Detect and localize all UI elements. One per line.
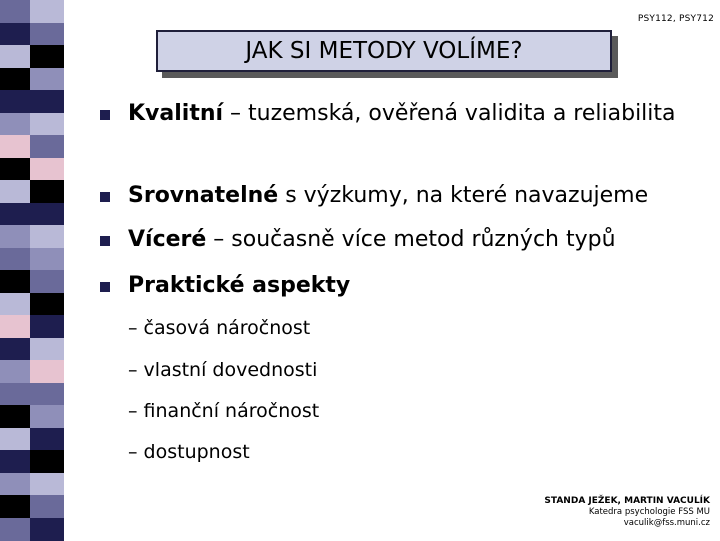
stripe-block (30, 383, 64, 406)
footer-email: vaculik@fss.muni.cz (623, 518, 710, 528)
bullet-text (128, 180, 698, 212)
stripe-block (0, 315, 30, 338)
stripe-block (0, 360, 30, 383)
stripe-block (30, 90, 64, 113)
course-code: PSY112, PSY712 (637, 14, 714, 24)
stripe-block (0, 270, 30, 293)
stripe-block (30, 203, 64, 226)
stripe-block (0, 135, 30, 158)
bullet-text (128, 224, 698, 256)
square-bullet-icon (100, 192, 110, 202)
stripe-block (0, 495, 30, 518)
stripe-block (0, 338, 30, 361)
square-bullet-icon (100, 282, 110, 292)
stripe-block (30, 158, 64, 181)
slide-title: JAK SI METODY VOLÍME? (245, 38, 523, 64)
stripe-block (30, 45, 64, 68)
bullet-rest: – současně více metod různých typů (206, 227, 616, 252)
stripe-block (0, 0, 30, 23)
stripe-block (30, 338, 64, 361)
stripe-block (30, 450, 64, 473)
stripe-block (30, 113, 64, 136)
footer-authors: STANDA JEŽEK, MARTIN VACULÍK (544, 496, 710, 506)
stripe-block (0, 45, 30, 68)
stripe-block (0, 225, 30, 248)
stripe-block (30, 428, 64, 451)
title-box (156, 30, 612, 72)
stripe-block (30, 518, 64, 541)
stripe-block (30, 360, 64, 383)
stripe-block (30, 405, 64, 428)
stripe-block (0, 518, 30, 541)
bullet-keyword: Kvalitní (128, 101, 224, 126)
stripe-block (0, 90, 30, 113)
stripe-block (30, 0, 64, 23)
sub-item: – vlastní dovednosti (128, 359, 318, 381)
stripe-block (30, 473, 64, 496)
stripe-block (30, 315, 64, 338)
sub-item: – časová náročnost (128, 317, 311, 339)
stripe-block (30, 180, 64, 203)
stripe-block (0, 158, 30, 181)
stripe-block (30, 225, 64, 248)
stripe-block (0, 180, 30, 203)
stripe-block (30, 135, 64, 158)
sub-item: – dostupnost (128, 441, 250, 463)
bullet-text (128, 98, 698, 130)
bullet-text (128, 270, 698, 302)
stripe-block (30, 270, 64, 293)
stripe-block (0, 383, 30, 406)
stripe-block (30, 68, 64, 91)
stripe-block (0, 203, 30, 226)
stripe-block (0, 293, 30, 316)
stripe-block (30, 293, 64, 316)
footer-credits (544, 496, 710, 529)
stripe-block (0, 405, 30, 428)
stripe-block (30, 23, 64, 46)
stripe-block (0, 68, 30, 91)
bullet-rest: – tuzemská, ověřená validita a reliabilita (223, 101, 676, 126)
stripe-block (0, 473, 30, 496)
square-bullet-icon (100, 110, 110, 120)
stripe-block (0, 450, 30, 473)
stripe-block (0, 428, 30, 451)
stripe-block (30, 495, 64, 518)
stripe-block (30, 248, 64, 271)
bullet-rest: s výzkumy, na které navazujeme (278, 183, 649, 208)
footer-department: Katedra psychologie FSS MU (588, 507, 710, 517)
bullet-keyword: Praktické aspekty (128, 273, 351, 298)
stripe-block (0, 113, 30, 136)
bullet-keyword: Víceré (128, 227, 207, 252)
decorative-stripes (0, 0, 64, 540)
square-bullet-icon (100, 236, 110, 246)
sub-item: – finanční náročnost (128, 400, 320, 422)
bullet-keyword: Srovnatelné (128, 183, 279, 208)
stripe-block (0, 23, 30, 46)
stripe-block (0, 248, 30, 271)
